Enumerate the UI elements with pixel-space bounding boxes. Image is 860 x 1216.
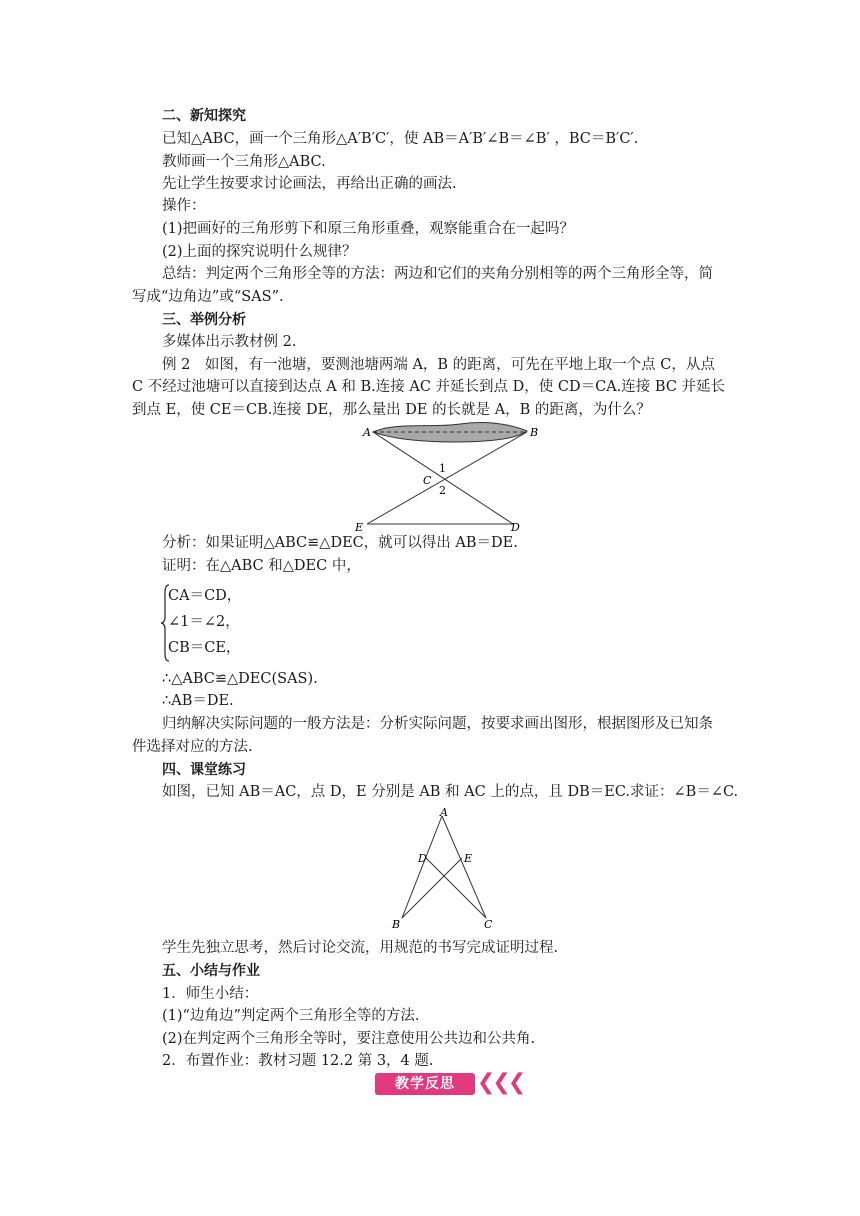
- example2-line2: C 不经过池塘可以直接到达点 A 和 B.连接 AC 并延长到点 D，使 CD＝CA.连接 BC 并延长: [132, 379, 726, 395]
- conclusion-1: ∴△ABC≌△DEC(SAS).: [162, 671, 318, 687]
- section2-p2: 教师画一个三角形△ABC.: [162, 154, 326, 170]
- segment-be: [402, 858, 462, 918]
- segment-ac: [442, 816, 486, 918]
- teaching-reflection-banner: [375, 1070, 525, 1095]
- section2-p5: (1)把画好的三角形剪下和原三角形重叠，观察能重合在一起吗？: [162, 221, 575, 237]
- triangle-figure: [388, 806, 498, 932]
- label-B: B: [392, 918, 401, 931]
- section2-summary-line1: 总结：判定两个三角形全等的方法：两边和它们的夹角分别相等的两个三角形全等，简: [162, 266, 713, 282]
- section2-p3: 先让学生按要求讨论画法，再给出正确的画法.: [162, 176, 457, 192]
- example2-line1: 例 2 如图，有一池塘，要测池塘两端 A，B 的距离，可先在平地上取一个点 C，从点: [162, 357, 715, 373]
- segment-ab: [402, 816, 442, 918]
- section5-p2: (1)“边角边”判定两个三角形全等的方法.: [162, 1008, 420, 1024]
- label-A: A: [440, 806, 448, 819]
- exercise-text: 如图，已知 AB＝AC，点 D，E 分别是 AB 和 AC 上的点，且 DB＝EC.求证：∠B＝∠C.: [162, 784, 739, 800]
- label-A: A: [363, 426, 371, 439]
- section5-p3: (2)在判定两个三角形全等时，要注意使用公共边和公共角.: [162, 1031, 536, 1047]
- exercise-instruction: 学生先独立思考，然后讨论交流，用规范的书写完成证明过程.: [162, 940, 559, 956]
- pond-figure: [355, 418, 545, 536]
- condition-2: ∠1＝∠2，: [168, 614, 240, 630]
- section5-heading: 五、小结与作业: [162, 963, 260, 979]
- section2-heading: 二、新知探究: [162, 108, 246, 124]
- section2-p1: 已知△ABC，画一个三角形△A′B′C′，使 AB＝A′B′∠B＝∠B′ ，BC＝B′C′.: [162, 131, 639, 147]
- section4-heading: 四、课堂练习: [162, 762, 246, 778]
- label-angle-1: 1: [439, 462, 446, 475]
- example2-line3: 到点 E，使 CE＝CB.连接 DE，那么量出 DE 的长就是 A，B 的距离，为什么？: [132, 402, 651, 418]
- label-angle-2: 2: [439, 484, 446, 497]
- segment-be: [367, 432, 527, 524]
- condition-1: CA＝CD，: [168, 588, 242, 604]
- label-D: D: [511, 521, 520, 534]
- chevron-left-icon: ❮❮❮: [477, 1070, 524, 1095]
- segment-ad: [373, 432, 513, 524]
- section2-summary-line2: 写成“边角边”或“SAS”.: [132, 289, 284, 305]
- proof-intro: 证明：在△ABC 和△DEC 中，: [162, 558, 361, 574]
- section3-heading: 三、举例分析: [162, 312, 246, 328]
- label-D: D: [418, 852, 427, 865]
- label-E: E: [464, 852, 473, 865]
- label-B: B: [530, 426, 539, 439]
- section5-p1: 1．师生小结：: [162, 986, 259, 1002]
- conclusion-2: ∴AB＝DE.: [162, 693, 234, 709]
- label-C: C: [423, 474, 432, 487]
- analysis-line: 分析：如果证明△ABC≌△DEC，就可以得出 AB＝DE.: [162, 535, 518, 551]
- label-C: C: [484, 918, 493, 931]
- segment-cd: [426, 858, 486, 918]
- label-E: E: [355, 521, 364, 534]
- section5-p4: 2．布置作业：教材习题 12.2 第 3，4 题.: [162, 1053, 434, 1069]
- section2-p4: 操作：: [162, 198, 206, 214]
- section2-p6: (2)上面的探究说明什么规律？: [162, 244, 357, 260]
- banner-label: 教学反思: [375, 1073, 475, 1095]
- method-summary-line1: 归纳解决实际问题的一般方法是：分析实际问题，按要求画出图形，根据图形及已知条: [162, 716, 713, 732]
- condition-3: CB＝CE，: [168, 640, 241, 656]
- method-summary-line2: 件选择对应的方法.: [132, 739, 253, 755]
- section3-p1: 多媒体出示教材例 2.: [162, 334, 297, 350]
